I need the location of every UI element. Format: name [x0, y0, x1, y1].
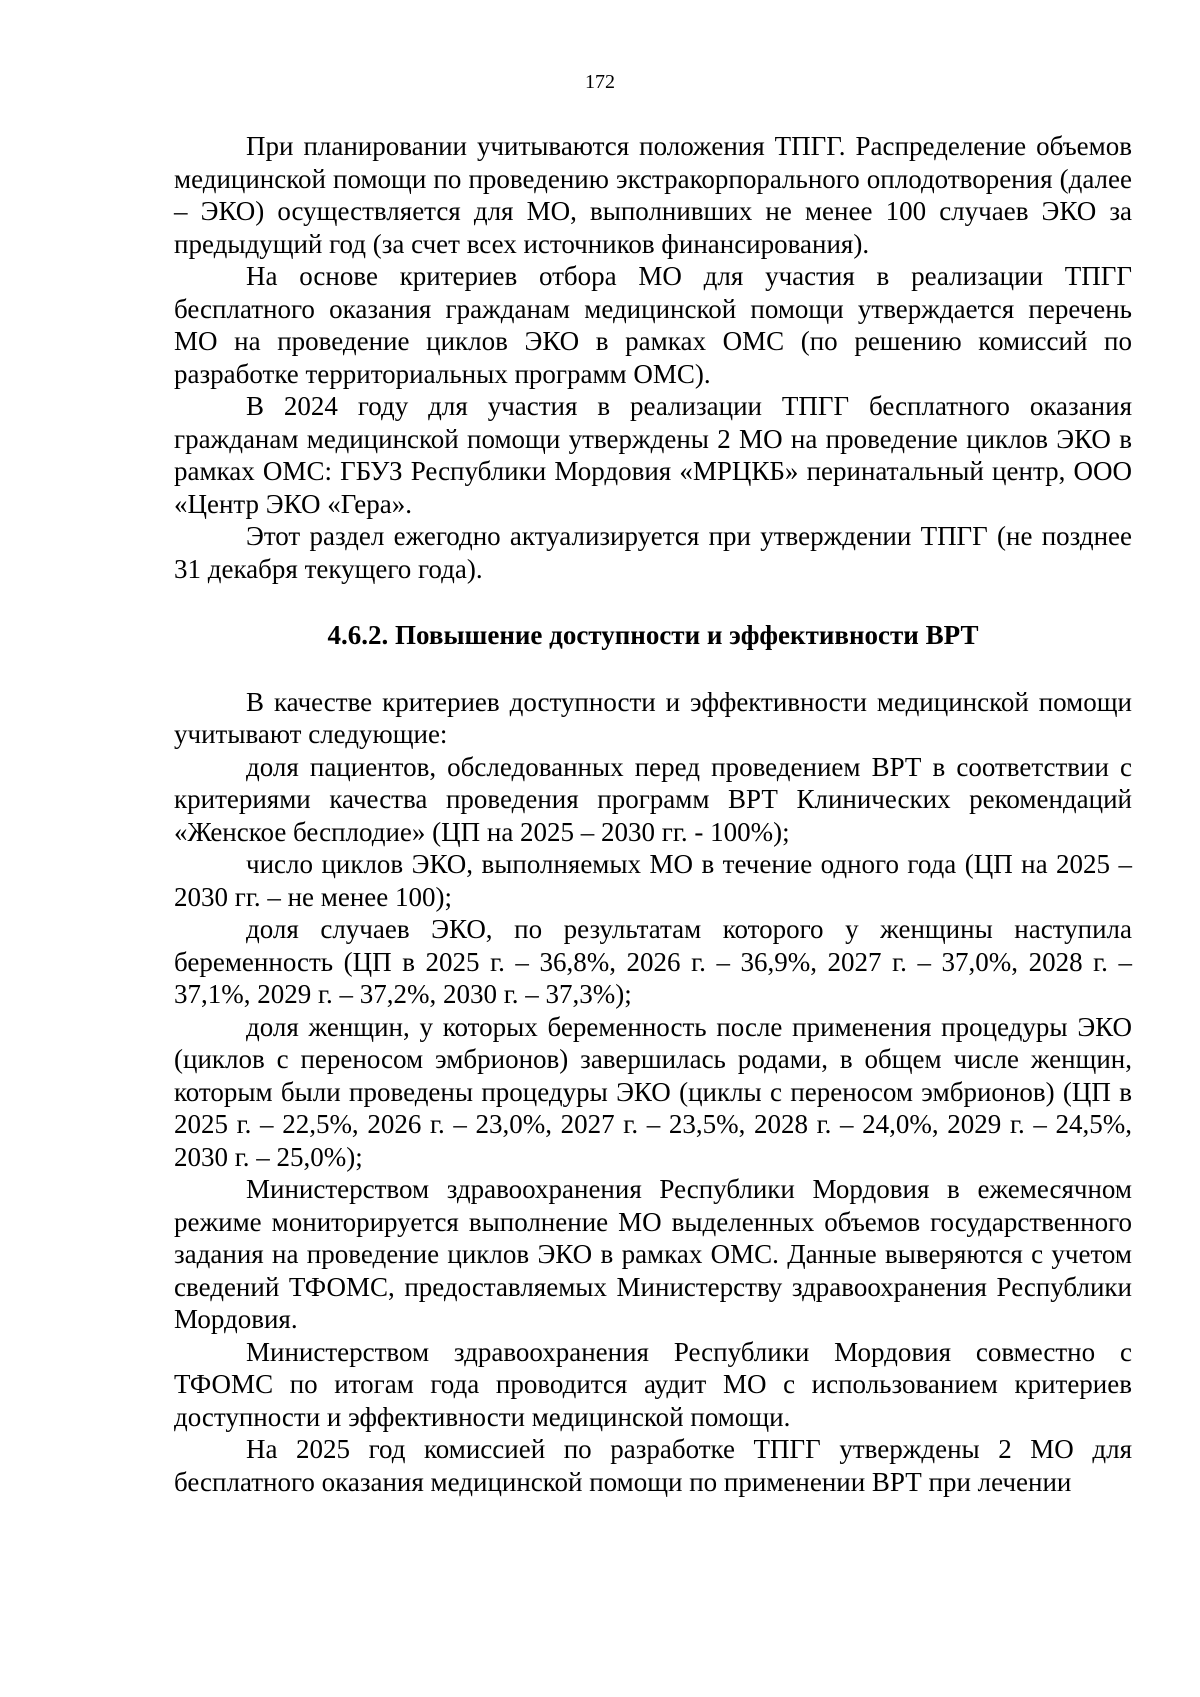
paragraph-audit: Министерством здравоохранения Республики Мордовия совместно с ТФОМС по итогам года проводится аудит МО с использованием критериев доступности и эффективности медицинской помощи. — [174, 1336, 1132, 1432]
section-heading: 4.6.2. Повышение доступности и эффективности ВРТ — [327, 620, 979, 650]
criterion-pregnancy-rate: доля случаев ЭКО, по результатам которого у женщины наступила беременность (ЦП в 2025 г. – 36,8%, 2026 г. – 36,9%, 2027 г. – 37,0%, 2028 г. – 37,1%, 2029 г. – 37,2%, 2030 г. – 37,3%); — [174, 914, 1132, 1009]
paragraph-planning: При планировании учитываются положения ТПГГ. Распределение объемов медицинской помощи по проведению экстракорпорального оплодотворения (далее – ЭКО) осуществляется для МО, выполнивших не менее 100 случаев ЭКО за предыдущий год (за счет всех источников финансирования). — [174, 131, 1132, 259]
paragraph-selection-criteria: На основе критериев отбора МО для участия в реализации ТПГГ бесплатного оказания гражданам медицинской помощи утверждается перечень МО на проведение циклов ЭКО в рамках ОМС (по решению комиссий по разработке территориальных программ ОМС). — [174, 261, 1132, 389]
criterion-birth-rate: доля женщин, у которых беременность после применения процедуры ЭКО (циклов с переносом эмбрионов) завершилась родами, в общем числе женщин, которым были проведены процедуры ЭКО (циклы с переносом эмбрионов) (ЦП в 2025 г. – 22,5%, 2026 г. – 23,0%, 2027 г. – 23,5%, 2028 г. – 24,0%, 2029 г. – 24,5%, 2030 г. – 25,0%); — [174, 1011, 1132, 1172]
paragraph-approved-2024: В 2024 году для участия в реализации ТПГГ бесплатного оказания гражданам медицинской помощи утверждены 2 МО на проведение циклов ЭКО в рамках ОМС: ГБУЗ Республики Мордовия «МРЦКБ» перинатальный центр, ООО «Центр ЭКО «Гера». — [174, 391, 1132, 519]
criterion-eco-cycles: число циклов ЭКО, выполняемых МО в течение одного года (ЦП на 2025 – 2030 гг. – не менее 100); — [174, 849, 1132, 912]
paragraph-criteria-intro: В качестве критериев доступности и эффективности медицинской помощи учитывают следующие: — [174, 686, 1132, 749]
paragraph-monitoring: Министерством здравоохранения Республики Мордовия в ежемесячном режиме мониторируется выполнение МО выделенных объемов государственного задания на проведение циклов ЭКО в рамках ОМС. Данные выверяются с учетом сведений ТФОМС, предоставляемых Министерству здравоохранения Республики Мордовия. — [174, 1174, 1132, 1334]
paragraph-approved-2025: На 2025 год комиссией по разработке ТПГГ утверждены 2 МО для бесплатного оказания медицинской помощи по применении ВРТ при лечении — [174, 1434, 1132, 1497]
document-body — [174, 130, 1132, 1498]
criterion-examined-patients: доля пациентов, обследованных перед проведением ВРТ в соответствии с критериями качества проведения программ ВРТ Клинических рекомендаций «Женское бесплодие» (ЦП на 2025 – 2030 гг. - 100%); — [174, 751, 1132, 847]
paragraph-annual-update: Этот раздел ежегодно актуализируется при утверждении ТПГГ (не позднее 31 декабря текущего года). — [174, 521, 1132, 584]
page-number: 172 — [585, 71, 615, 93]
